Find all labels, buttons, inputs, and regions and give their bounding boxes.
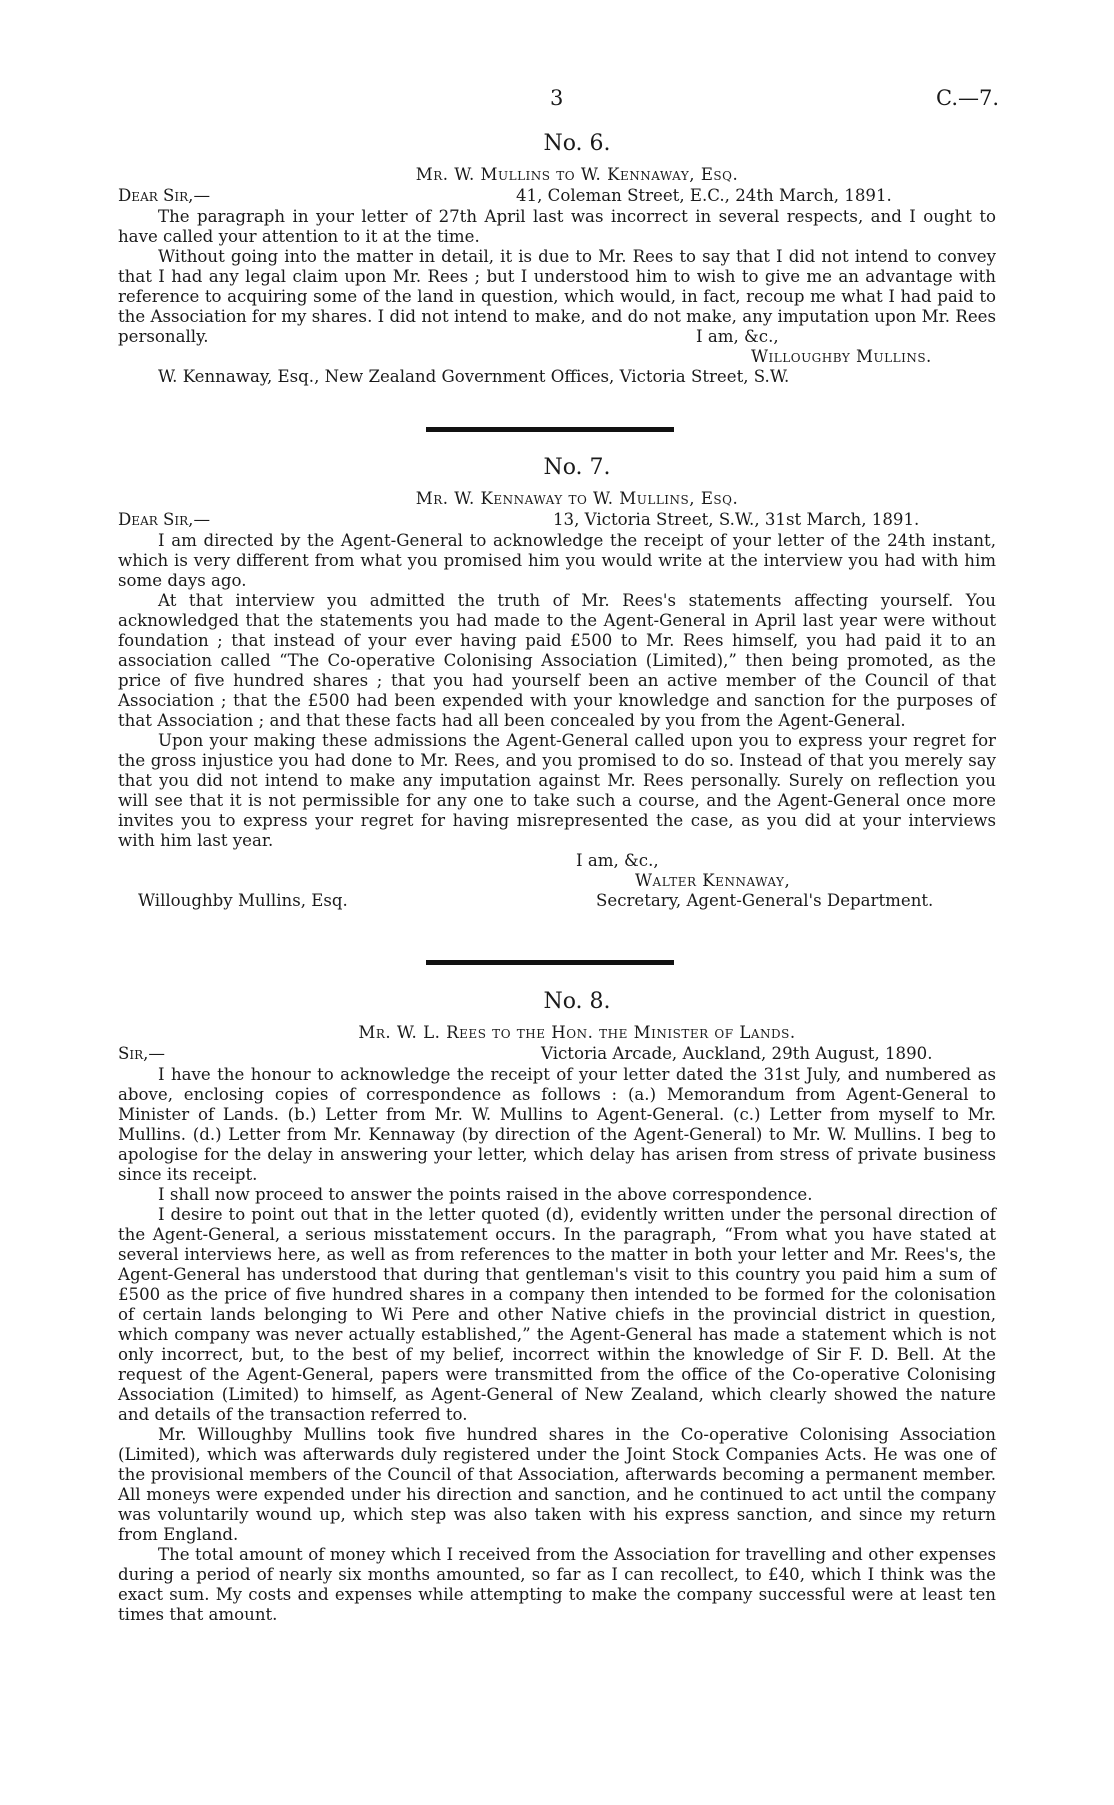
sender-address: Victoria Arcade, Auckland, 29th August, 1890. <box>541 1044 933 1063</box>
paragraph: I have the honour to acknowledge the receipt of your letter dated the 31st July, and numbered as above, enclosing copies of correspondence as follows : (a.) Memorandum from Agent-General to Minister of Lands. (b.) Letter from Mr. W. Mullins to Agent-General. (c.) Letter from myself to Mr. Mullins. (d.) Letter from Mr. Kennaway (by direction of the Agent-General) to Mr. W. Mullins. I beg to apologise for the delay in answering your letter, which delay has arisen from stress of private business since its receipt. <box>118 1065 996 1184</box>
letter-subject: Mr. W. L. Rees to the Hon. the Minister of Lands. <box>358 1023 796 1042</box>
paragraph: Without going into the matter in detail, it is due to Mr. Rees to say that I did not intend to convey that I had any legal claim upon Mr. Rees ; but I understood him to wish to give me an advantage with reference to acquiring some of the land in question, which would, in fact, recoup me what I had paid to the Association for my shares. I did not intend to make, and do not make, any imputation upon Mr. Rees personally. <box>118 247 996 346</box>
signature-title-line <box>118 891 996 911</box>
letter-subject: Mr. W. Mullins to W. Kennaway, Esq. <box>415 165 739 184</box>
paragraph: Mr. Willoughby Mullins took five hundred shares in the Co-operative Colonising Association (Limited), which was afterwards duly registered under the Joint Stock Companies Acts. He was one of the provisional members of the Council of that Association, afterwards becoming a permanent member. All moneys were expended under his direction and sanction, and he continued to act until the company was voluntarily wound up, which step was also taken with his express sanction, and since my return from England. <box>118 1425 996 1544</box>
paragraph: I shall now proceed to answer the points raised in the above correspondence. <box>158 1185 813 1204</box>
section-divider <box>426 960 674 965</box>
sender-address: 13, Victoria Street, S.W., 31st March, 1891. <box>553 510 920 529</box>
paragraph: The paragraph in your letter of 27th April last was incorrect in several respects, and I ought to have called your attention to it at the time. <box>118 207 996 246</box>
paragraph: The total amount of money which I received from the Association for travelling and other expenses during a period of nearly six months amounted, so far as I can recollect, to £40, which I think was the exact sum. My costs and expenses while attempting to make the company successful were at least ten times that amount. <box>118 1545 996 1624</box>
paragraph: I am directed by the Agent-General to acknowledge the receipt of your letter of the 24th instant, which is very different from what you promised him you would write at the interview you had with him some days ago. <box>118 531 996 590</box>
addressee: Willoughby Mullins, Esq. <box>138 891 348 910</box>
letter-subject: Mr. W. Kennaway to W. Mullins, Esq. <box>415 489 739 508</box>
letter-number: No. 8. <box>543 989 611 1014</box>
closing-line <box>118 327 996 347</box>
document-reference: C.—7. <box>936 86 1000 110</box>
letter-no-8 <box>118 988 996 1625</box>
salutation: Sir,— <box>118 1044 166 1063</box>
signature: Willoughby Mullins. <box>751 347 932 366</box>
salutation-address-line <box>118 186 996 207</box>
salutation-address-line <box>118 1044 996 1065</box>
sender-address: 41, Coleman Street, E.C., 24th March, 1891. <box>516 186 892 205</box>
page-number: 3 <box>550 86 564 110</box>
closing: I am, &c., <box>696 327 779 346</box>
closing: I am, &c., <box>576 851 659 870</box>
addressee: W. Kennaway, Esq., New Zealand Government Offices, Victoria Street, S.W. <box>158 367 790 386</box>
paragraph: Upon your making these admissions the Agent-General called upon you to express your regret for the gross injustice you had done to Mr. Rees, and you promised to do so. Instead of that you merely say that you did not intend to make any imputation against Mr. Rees personally. Surely on reflection you will see that it is not permissible for any one to take such a course, and the Agent-General once more invites you to express your regret for having misrepresented the case, as you did at your interviews with him last year. <box>118 731 996 850</box>
closing-line <box>118 851 996 871</box>
signature-line <box>118 347 996 367</box>
letter-number: No. 6. <box>543 131 611 156</box>
paragraph: At that interview you admitted the truth of Mr. Rees's statements affecting yourself. You acknowledged that the statements you had made to the Agent-General in April last year were without foundation ; that instead of your ever having paid £500 to Mr. Rees himself, you had paid it to an association called “The Co-operative Colonising Association (Limited),” then being promoted, as the price of five hundred shares ; that you had yourself been an active member of the Council of that Association ; that the £500 had been expended with your knowledge and sanction for the purposes of that Association ; and that these facts had all been concealed by you from the Agent-General. <box>118 591 996 730</box>
paragraph: I desire to point out that in the letter quoted (d), evidently written under the personal direction of the Agent-General, a serious misstatement occurs. In the paragraph, “From what you have stated at several interviews here, as well as from references to the matter in both your letter and Mr. Rees's, the Agent-General has understood that during that gentleman's visit to this country you paid him a sum of £500 as the price of five hundred shares in a company then intended to be formed for the colonisation of certain lands belonging to Wi Pere and other Native chiefs in the provincial district in question, which company was never actually established,” the Agent-General has made a statement which is not only incorrect, but, to the best of my belief, incorrect within the knowledge of Sir F. D. Bell. At the request of the Agent-General, papers were transmitted from the office of the Co-operative Colonising Association (Limited) to himself, as Agent-General of New Zealand, which clearly showed the nature and details of the transaction referred to. <box>118 1205 996 1424</box>
letter-number: No. 7. <box>543 455 611 480</box>
section-divider <box>426 427 674 432</box>
salutation-address-line <box>118 510 996 531</box>
letter-no-7 <box>118 454 996 911</box>
salutation: Dear Sir,— <box>118 510 211 529</box>
signature: Walter Kennaway, <box>635 871 791 890</box>
salutation: Dear Sir,— <box>118 186 211 205</box>
letter-no-6 <box>118 130 996 387</box>
signature-title: Secretary, Agent-General's Department. <box>596 891 934 910</box>
signature-line <box>118 871 996 891</box>
